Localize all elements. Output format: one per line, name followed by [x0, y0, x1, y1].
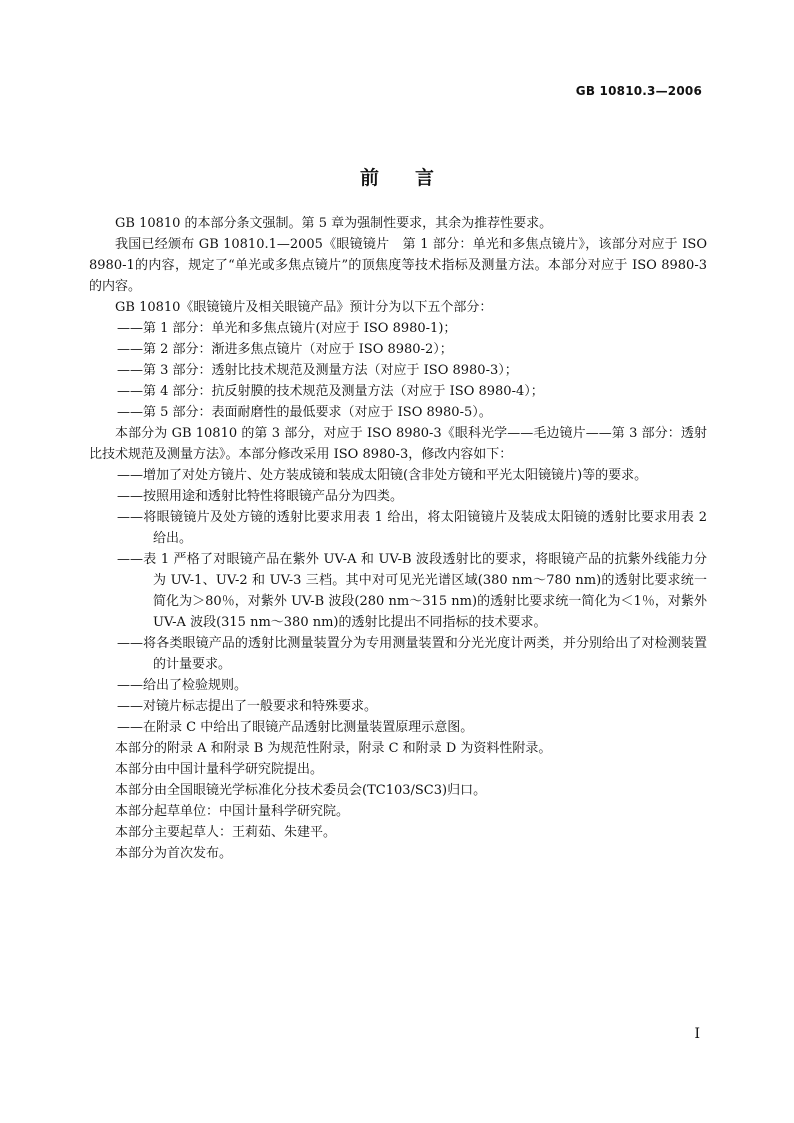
- list-item: ——第 1 部分：单光和多焦点镜片(对应于 ISO 8980-1)；: [117, 321, 457, 336]
- list-item: ——第 5 部分：表面耐磨性的最低要求（对应于 ISO 8980-5）。: [117, 405, 492, 420]
- paragraph: 本部分起草单位：中国计量科学研究院。: [115, 804, 350, 819]
- paragraph: GB 10810 的本部分条文强制。第 5 章为强制性要求，其余为推荐性要求。: [115, 216, 553, 231]
- paragraph: 本部分主要起草人：王莉茹、朱建平。: [115, 825, 337, 840]
- list-item: ——表 1 严格了对眼镜产品在紫外 UV-A 和 UV-B 波段透射比的要求，将眼镜产品的抗紫外线能力分为 UV-1、UV-2 和 UV-3 三档。其中对可见光光谱区域(380 nm～780 nm)的透射比要求统一简化为＞80％，对紫外 UV-B 波段(280 nm～315 nm)的透射比要求统一简化为＜1％，对紫外 UV-A 波段(315 nm～380 nm)的透射比提出不同指标的技术要求。: [117, 552, 707, 630]
- list-item: ——对镜片标志提出了一般要求和特殊要求。: [117, 699, 378, 714]
- list-item: ——增加了对处方镜片、处方装成镜和装成太阳镜(含非处方镜和平光太阳镜镜片)等的要求。: [117, 468, 648, 483]
- paragraph: GB 10810《眼镜镜片及相关眼镜产品》预计分为以下五个部分：: [115, 300, 493, 315]
- paragraph: 本部分由全国眼镜光学标准化分技术委员会(TC103/SC3)归口。: [115, 783, 487, 798]
- paragraph: 本部分由中国计量科学研究院提出。: [115, 762, 324, 777]
- standard-code: GB 10810.3—2006: [575, 84, 702, 98]
- page-number: I: [694, 1026, 700, 1042]
- list-item: ——在附录 C 中给出了眼镜产品透射比测量装置原理示意图。: [117, 720, 474, 735]
- list-item: ——将各类眼镜产品的透射比测量装置分为专用测量装置和分光光度计两类，并分别给出了对检测装置的计量要求。: [117, 636, 707, 672]
- paragraph: 本部分为 GB 10810 的第 3 部分，对应于 ISO 8980-3《眼科光学——毛边镜片——第 3 部分：透射比技术规范及测量方法》。本部分修改采用 ISO 8980-3，修改内容如下：: [89, 426, 707, 462]
- paragraph: 本部分的附录 A 和附录 B 为规范性附录，附录 C 和附录 D 为资料性附录。: [115, 741, 552, 756]
- list-item: ——第 3 部分：透射比技术规范及测量方法（对应于 ISO 8980-3）；: [117, 363, 518, 378]
- list-item: ——第 2 部分：渐进多焦点镜片（对应于 ISO 8980-2）；: [117, 342, 453, 357]
- document-body: [89, 213, 707, 864]
- list-item: ——第 4 部分：抗反射膜的技术规范及测量方法（对应于 ISO 8980-4）；: [117, 384, 544, 399]
- paragraph: 我国已经颁布 GB 10810.1—2005《眼镜镜片 第 1 部分：单光和多焦点镜片》，该部分对应于 ISO 8980-1的内容，规定了“单光或多焦点镜片”的顶焦度等技术指标及测量方法。本部分对应于 ISO 8980-3的内容。: [89, 237, 707, 294]
- paragraph: 本部分为首次发布。: [115, 846, 233, 861]
- list-item: ——按照用途和透射比特性将眼镜产品分为四类。: [117, 489, 404, 504]
- list-item: ——给出了检验规则。: [117, 678, 248, 693]
- list-item: ——将眼镜镜片及处方镜的透射比要求用表 1 给出，将太阳镜镜片及装成太阳镜的透射比要求用表 2 给出。: [117, 510, 707, 546]
- page-title: 前言: [359, 166, 470, 189]
